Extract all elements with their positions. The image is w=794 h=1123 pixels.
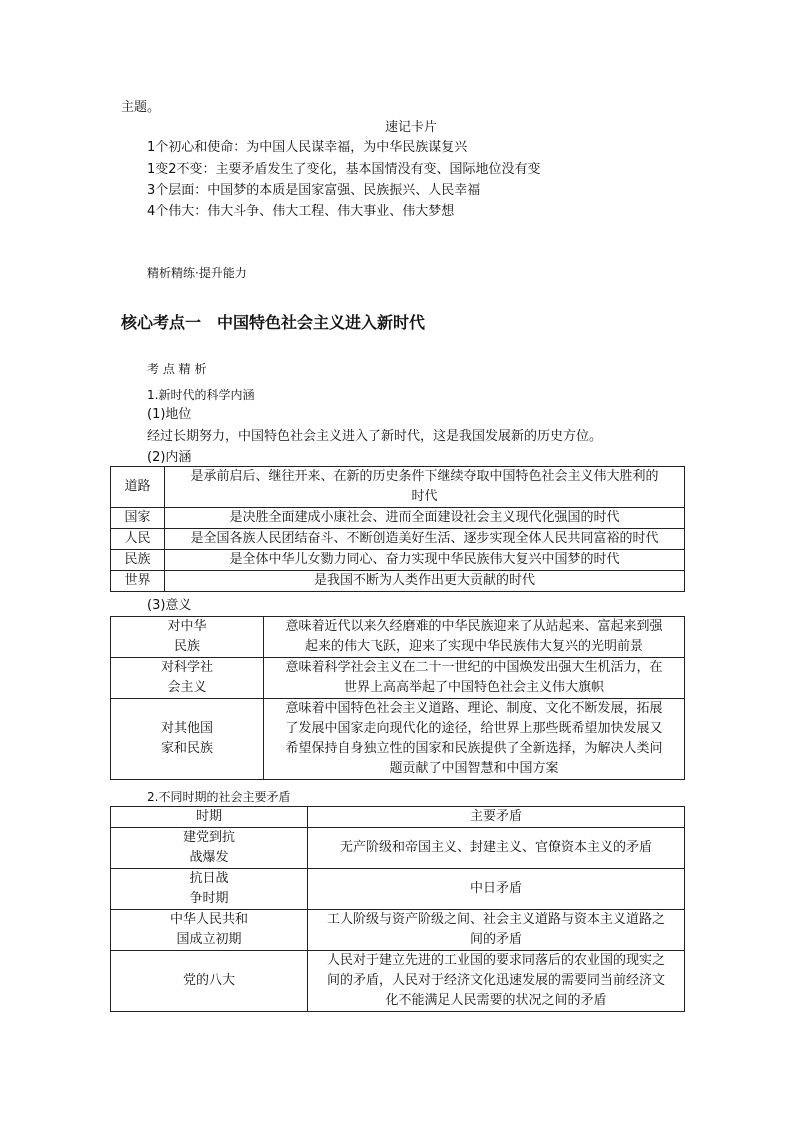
row-value: 是我国不断为人类作出更大贡献的时代 bbox=[165, 571, 685, 592]
table-row bbox=[111, 658, 685, 699]
table-row bbox=[111, 529, 685, 550]
section2-title: 2.不同时期的社会主要矛盾 bbox=[147, 790, 291, 804]
table-row bbox=[111, 617, 685, 658]
section1-sub-position: (1)地位 bbox=[147, 407, 192, 422]
row-key: 世界 bbox=[111, 571, 165, 592]
theme-tail-text: 主题。 bbox=[121, 100, 161, 115]
table-row bbox=[111, 828, 685, 869]
row-value: 是全国各族人民团结奋斗、不断创造美好生活、逐步实现全体人民共同富裕的时代 bbox=[165, 529, 685, 550]
row-contradiction: 人民对于建立先进的工业国的要求同落后的农业国的现实之 间的矛盾，人民对于经济文化迅速发展的需要同当前经济文 化不能满足人民需要的状况之间的矛盾 bbox=[308, 951, 685, 1012]
row-contradiction: 工人阶级与资产阶级之间、社会主义道路与资本主义道路之 间的矛盾 bbox=[308, 910, 685, 951]
row-period: 抗日战 争时期 bbox=[111, 869, 308, 910]
row-key: 对其他国 家和民族 bbox=[111, 699, 264, 780]
header-contradiction: 主要矛盾 bbox=[308, 807, 685, 828]
card-line: 3个层面：中国梦的本质是国家富强、民族振兴、人民幸福 bbox=[147, 183, 481, 198]
card-line: 1个初心和使命：为中国人民谋幸福，为中华民族谋复兴 bbox=[147, 140, 468, 155]
table-row bbox=[111, 467, 685, 508]
row-value: 是全体中华儿女勠力同心、奋力实现中华民族伟大复兴中国梦的时代 bbox=[165, 550, 685, 571]
row-value: 意味着科学社会主义在二十一世纪的中国焕发出强大生机活力，在 世界上高高举起了中国特色社会主义伟大旗帜 bbox=[264, 658, 685, 699]
table-row bbox=[111, 550, 685, 571]
section1-title: 1.新时代的科学内涵 bbox=[147, 388, 255, 402]
section1-sub-significance: (3)意义 bbox=[147, 598, 192, 613]
row-key: 人民 bbox=[111, 529, 165, 550]
table-row bbox=[111, 571, 685, 592]
row-period: 建党到抗 战爆发 bbox=[111, 828, 308, 869]
row-key: 对科学社 会主义 bbox=[111, 658, 264, 699]
connotation-table bbox=[110, 466, 685, 592]
row-value: 是承前启后、继往开来、在新的历史条件下继续夺取中国特色社会主义伟大胜利的 时代 bbox=[165, 467, 685, 508]
row-key: 国家 bbox=[111, 508, 165, 529]
table-header-row bbox=[111, 807, 685, 828]
table-row bbox=[111, 869, 685, 910]
card-title: 速记卡片 bbox=[385, 120, 438, 135]
table-row bbox=[111, 699, 685, 780]
position-text: 经过长期努力，中国特色社会主义进入了新时代，这是我国发展新的历史方位。 bbox=[147, 429, 603, 444]
core-title: 核心考点一 中国特色社会主义进入新时代 bbox=[121, 313, 426, 332]
row-value: 意味着中国特色社会主义道路、理论、制度、文化不断发展，拓展 了发展中国家走向现代化的途径，给世界上那些既希望加快发展又 希望保持自身独立性的国家和民族提供了全新选择，为解决人类问 题贡献了中国智慧和中国方案 bbox=[264, 699, 685, 780]
table-row bbox=[111, 951, 685, 1012]
significance-table bbox=[110, 616, 685, 780]
section1-sub-connotation: (2)内涵 bbox=[147, 450, 192, 465]
row-contradiction: 中日矛盾 bbox=[308, 869, 685, 910]
row-value: 意味着近代以来久经磨难的中华民族迎来了从站起来、富起来到强 起来的伟大飞跃，迎来了实现中华民族伟大复兴的光明前景 bbox=[264, 617, 685, 658]
header-period: 时期 bbox=[111, 807, 308, 828]
contradiction-table bbox=[110, 806, 685, 1012]
row-value: 是决胜全面建成小康社会、进而全面建设社会主义现代化强国的时代 bbox=[165, 508, 685, 529]
analysis-heading: 考 点 精 析 bbox=[147, 362, 207, 376]
row-period: 中华人民共和 国成立初期 bbox=[111, 910, 308, 951]
table-row bbox=[111, 508, 685, 529]
row-key: 民族 bbox=[111, 550, 165, 571]
table-row bbox=[111, 910, 685, 951]
practice-heading: 精析精练·提升能力 bbox=[147, 266, 247, 280]
card-line: 1变2不变：主要矛盾发生了变化，基本国情没有变、国际地位没有变 bbox=[147, 162, 541, 177]
row-key: 对中华 民族 bbox=[111, 617, 264, 658]
row-key: 道路 bbox=[111, 467, 165, 508]
card-line: 4个伟大：伟大斗争、伟大工程、伟大事业、伟大梦想 bbox=[147, 204, 455, 219]
row-contradiction: 无产阶级和帝国主义、封建主义、官僚资本主义的矛盾 bbox=[308, 828, 685, 869]
row-period: 党的八大 bbox=[111, 951, 308, 1012]
